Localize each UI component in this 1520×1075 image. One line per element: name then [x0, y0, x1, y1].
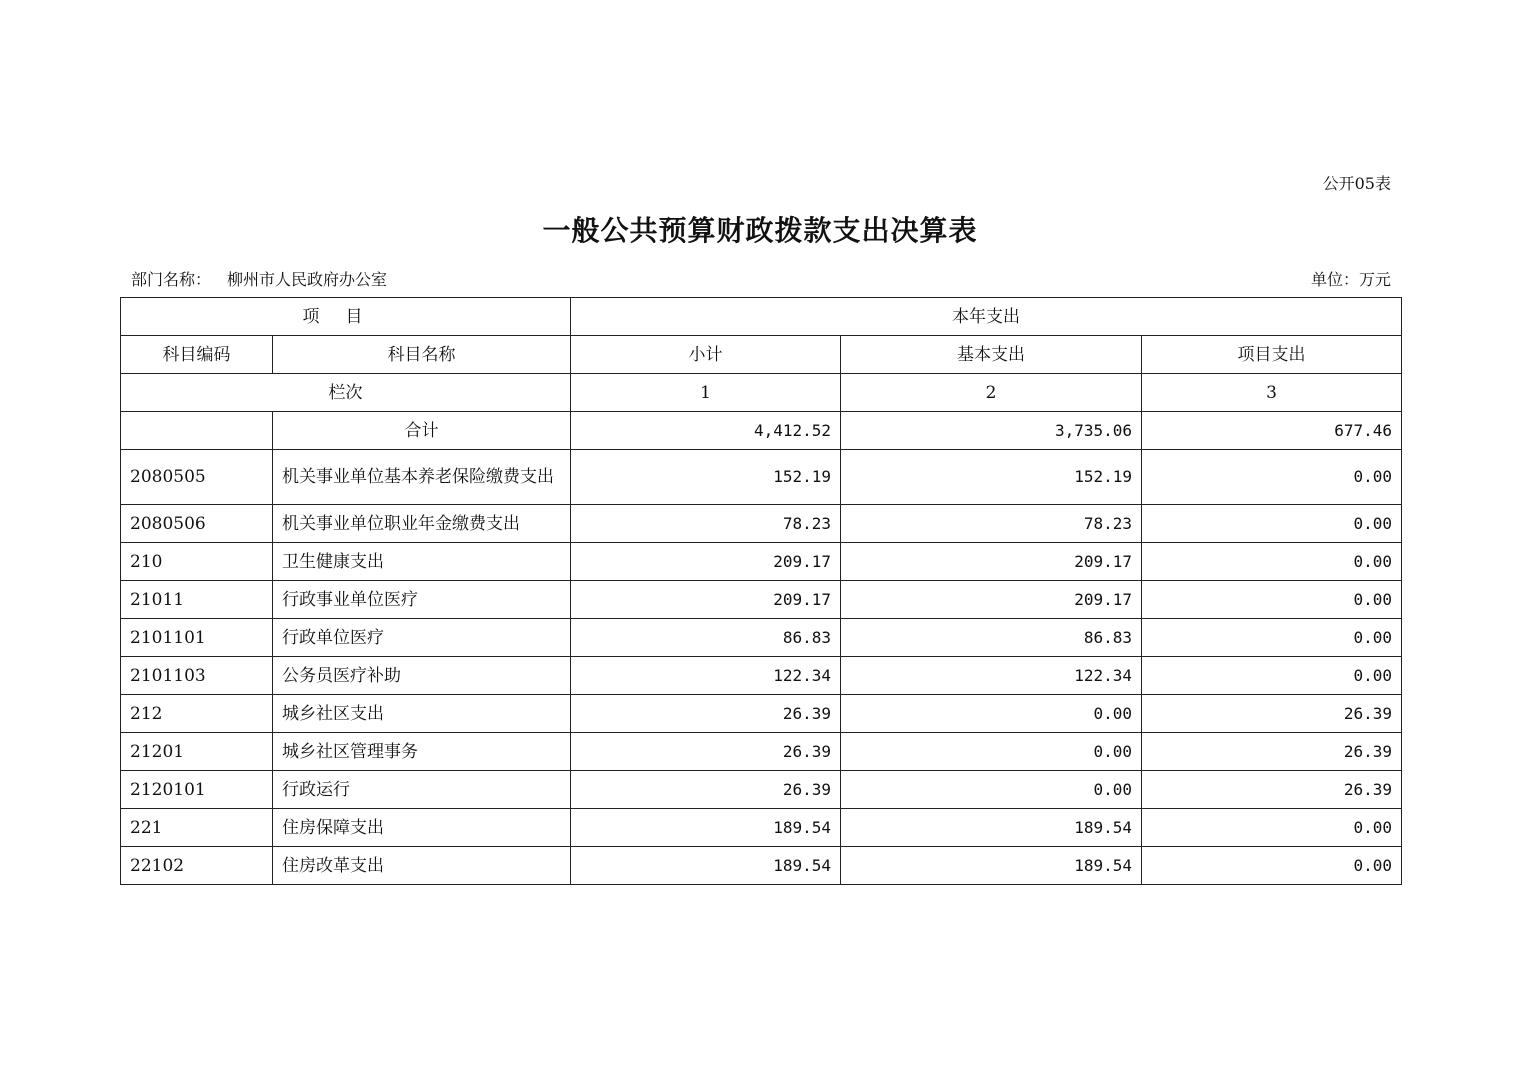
header-basic: 基本支出: [841, 336, 1142, 374]
page-title: 一般公共预算财政拨款支出决算表: [542, 214, 978, 247]
row-code: 2101103: [121, 657, 273, 695]
column-index-2: 2: [841, 374, 1142, 412]
row-subtotal: 26.39: [571, 733, 841, 771]
row-project: 0.00: [1142, 847, 1402, 885]
row-basic: 189.54: [841, 847, 1142, 885]
row-name: 城乡社区管理事务: [273, 733, 571, 771]
row-code: 2120101: [121, 771, 273, 809]
table-row: [121, 809, 1402, 847]
row-project: 0.00: [1142, 581, 1402, 619]
table-row: [121, 771, 1402, 809]
row-code: 2080506: [121, 505, 273, 543]
column-index-1: 1: [571, 374, 841, 412]
row-basic: 0.00: [841, 695, 1142, 733]
total-project: 677.46: [1142, 412, 1402, 450]
row-name: 住房保障支出: [273, 809, 571, 847]
total-code-cell: [121, 412, 273, 450]
header-row-1: [121, 298, 1402, 336]
row-basic: 0.00: [841, 733, 1142, 771]
row-project: 0.00: [1142, 657, 1402, 695]
row-project: 26.39: [1142, 771, 1402, 809]
row-subtotal: 122.34: [571, 657, 841, 695]
total-label: 合计: [273, 412, 571, 450]
row-basic: 209.17: [841, 543, 1142, 581]
row-code: 221: [121, 809, 273, 847]
row-subtotal: 78.23: [571, 505, 841, 543]
row-code: 22102: [121, 847, 273, 885]
row-basic: 189.54: [841, 809, 1142, 847]
row-project: 0.00: [1142, 505, 1402, 543]
row-project: 0.00: [1142, 543, 1402, 581]
column-index-3: 3: [1142, 374, 1402, 412]
row-basic: 209.17: [841, 581, 1142, 619]
table-row: [121, 581, 1402, 619]
table-row: [121, 619, 1402, 657]
row-code: 212: [121, 695, 273, 733]
row-basic: 86.83: [841, 619, 1142, 657]
row-code: 2101101: [121, 619, 273, 657]
row-name: 行政运行: [273, 771, 571, 809]
row-subtotal: 189.54: [571, 809, 841, 847]
row-name: 住房改革支出: [273, 847, 571, 885]
total-basic: 3,735.06: [841, 412, 1142, 450]
row-code: 2080505: [121, 450, 273, 505]
row-subtotal: 152.19: [571, 450, 841, 505]
header-item: 项目: [121, 298, 571, 336]
table-row: [121, 450, 1402, 505]
department-label: 部门名称：: [131, 270, 212, 289]
row-basic: 78.23: [841, 505, 1142, 543]
department-line: [131, 267, 387, 290]
table-row: [121, 505, 1402, 543]
table-row: [121, 733, 1402, 771]
table-row: [121, 657, 1402, 695]
unit-label: 单位：万元: [1310, 270, 1391, 289]
row-subtotal: 26.39: [571, 695, 841, 733]
row-subtotal: 86.83: [571, 619, 841, 657]
header-project: 项目支出: [1142, 336, 1402, 374]
expenditure-table: [120, 297, 1402, 885]
column-index-label: 栏次: [121, 374, 571, 412]
row-basic: 152.19: [841, 450, 1142, 505]
department-value: 柳州市人民政府办公室: [227, 270, 388, 289]
row-subtotal: 189.54: [571, 847, 841, 885]
table-row: [121, 543, 1402, 581]
header-row-2: [121, 336, 1402, 374]
row-subtotal: 209.17: [571, 581, 841, 619]
column-index-row: [121, 374, 1402, 412]
header-code: 科目编码: [121, 336, 273, 374]
total-row: [121, 412, 1402, 450]
table-number: 公开05表: [1322, 174, 1391, 193]
row-name: 卫生健康支出: [273, 543, 571, 581]
row-code: 21011: [121, 581, 273, 619]
row-name: 城乡社区支出: [273, 695, 571, 733]
row-name: 公务员医疗补助: [273, 657, 571, 695]
row-name: 行政事业单位医疗: [273, 581, 571, 619]
header-name: 科目名称: [273, 336, 571, 374]
row-subtotal: 209.17: [571, 543, 841, 581]
row-project: 26.39: [1142, 695, 1402, 733]
row-name: 行政单位医疗: [273, 619, 571, 657]
row-name: 机关事业单位职业年金缴费支出: [273, 505, 571, 543]
row-project: 26.39: [1142, 733, 1402, 771]
table-row: [121, 695, 1402, 733]
header-this-year: 本年支出: [571, 298, 1402, 336]
row-basic: 0.00: [841, 771, 1142, 809]
row-code: 210: [121, 543, 273, 581]
row-code: 21201: [121, 733, 273, 771]
row-basic: 122.34: [841, 657, 1142, 695]
row-name: 机关事业单位基本养老保险缴费支出: [273, 450, 571, 505]
row-project: 0.00: [1142, 619, 1402, 657]
row-project: 0.00: [1142, 809, 1402, 847]
table-row: [121, 847, 1402, 885]
row-subtotal: 26.39: [571, 771, 841, 809]
header-subtotal: 小计: [571, 336, 841, 374]
row-project: 0.00: [1142, 450, 1402, 505]
total-subtotal: 4,412.52: [571, 412, 841, 450]
